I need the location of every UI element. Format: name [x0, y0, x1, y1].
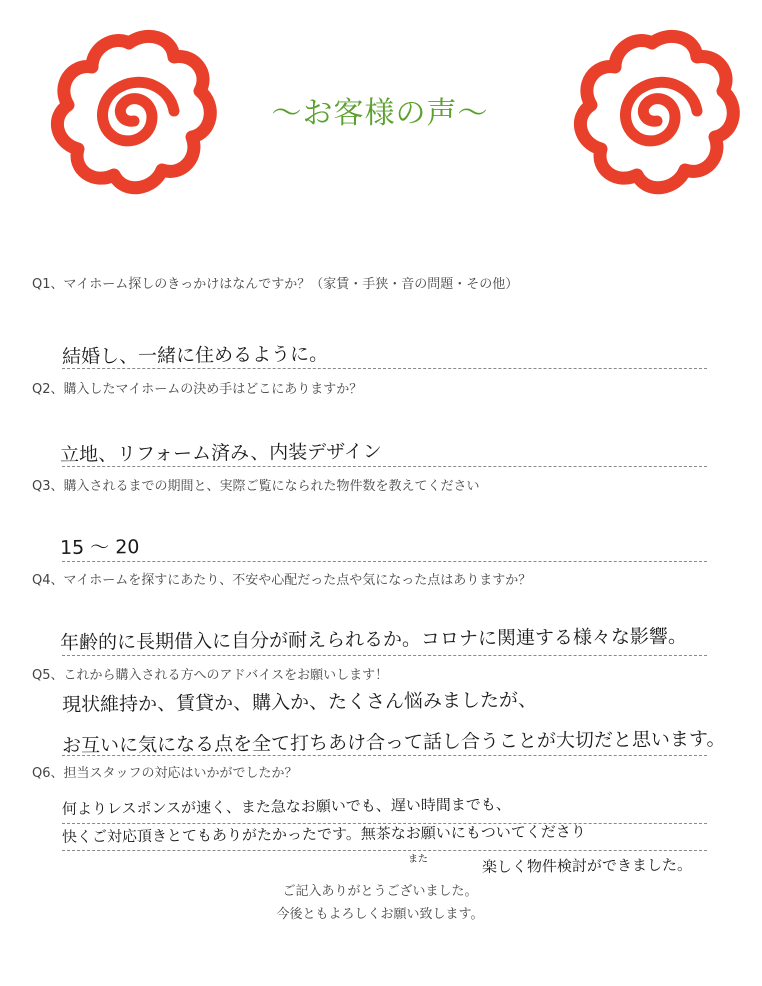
- rose-icon: [565, 25, 740, 200]
- question-3: Q3、購入されるまでの期間と、実際ご覧になられた物件数を教えてください: [32, 479, 480, 494]
- answer-line: [62, 368, 707, 369]
- answer-line: [62, 850, 707, 851]
- question-5: Q5、これから購入される方へのアドバイスをお願いします！: [32, 668, 389, 683]
- answer-line: [62, 755, 707, 756]
- answer-line: [62, 466, 707, 467]
- answer-6-line-3: 楽しく物件検討ができました。: [481, 855, 693, 876]
- answer-6-line-1: 何よりレスポンスが速く、また急なお願いでも、遅い時間までも、: [61, 795, 511, 818]
- answer-line: [62, 561, 707, 562]
- answer-6-line-2: 快くご対応頂きとてもありがたかったです。無茶なお願いにもついてくださり: [61, 822, 586, 846]
- question-1: Q1、マイホーム探しのきっかけはなんですか？（家賃・手狭・音の問題・その他）: [32, 277, 519, 292]
- answer-1: 結婚し、一緒に住めるように。: [61, 343, 329, 368]
- answer-2: 立地、リフォーム済み、内装デザイン: [59, 440, 382, 466]
- question-4: Q4、マイホームを探すにあたり、不安や心配だった点や気になった点はありますか？: [32, 573, 532, 588]
- answer-line: [62, 655, 707, 656]
- answer-3: 15 〜 20: [59, 536, 140, 559]
- closing-line-2: 今後ともよろしくお願い致します。: [276, 907, 484, 922]
- answer-6-note: また: [407, 853, 429, 865]
- question-2: Q2、購入したマイホームの決め手はどこにありますか？: [32, 382, 363, 397]
- answer-4: 年齢的に長期借入に自分が耐えられるか。コロナに関連する様々な影響。: [59, 625, 688, 654]
- page-title: ～お客様の声～: [271, 96, 489, 131]
- question-6: Q6、担当スタッフの対応はいかがでしたか？: [32, 766, 298, 781]
- closing-line-1: ご記入ありがとうございました。: [282, 884, 478, 899]
- answer-5-line-2: お互いに気になる点を全て打ちあけ合って話し合うことが大切だと思います。: [61, 728, 726, 757]
- rose-icon: [42, 25, 217, 200]
- answer-5-line-1: 現状維持か、賃貸か、購入か、たくさん悩みましたが、: [61, 689, 538, 716]
